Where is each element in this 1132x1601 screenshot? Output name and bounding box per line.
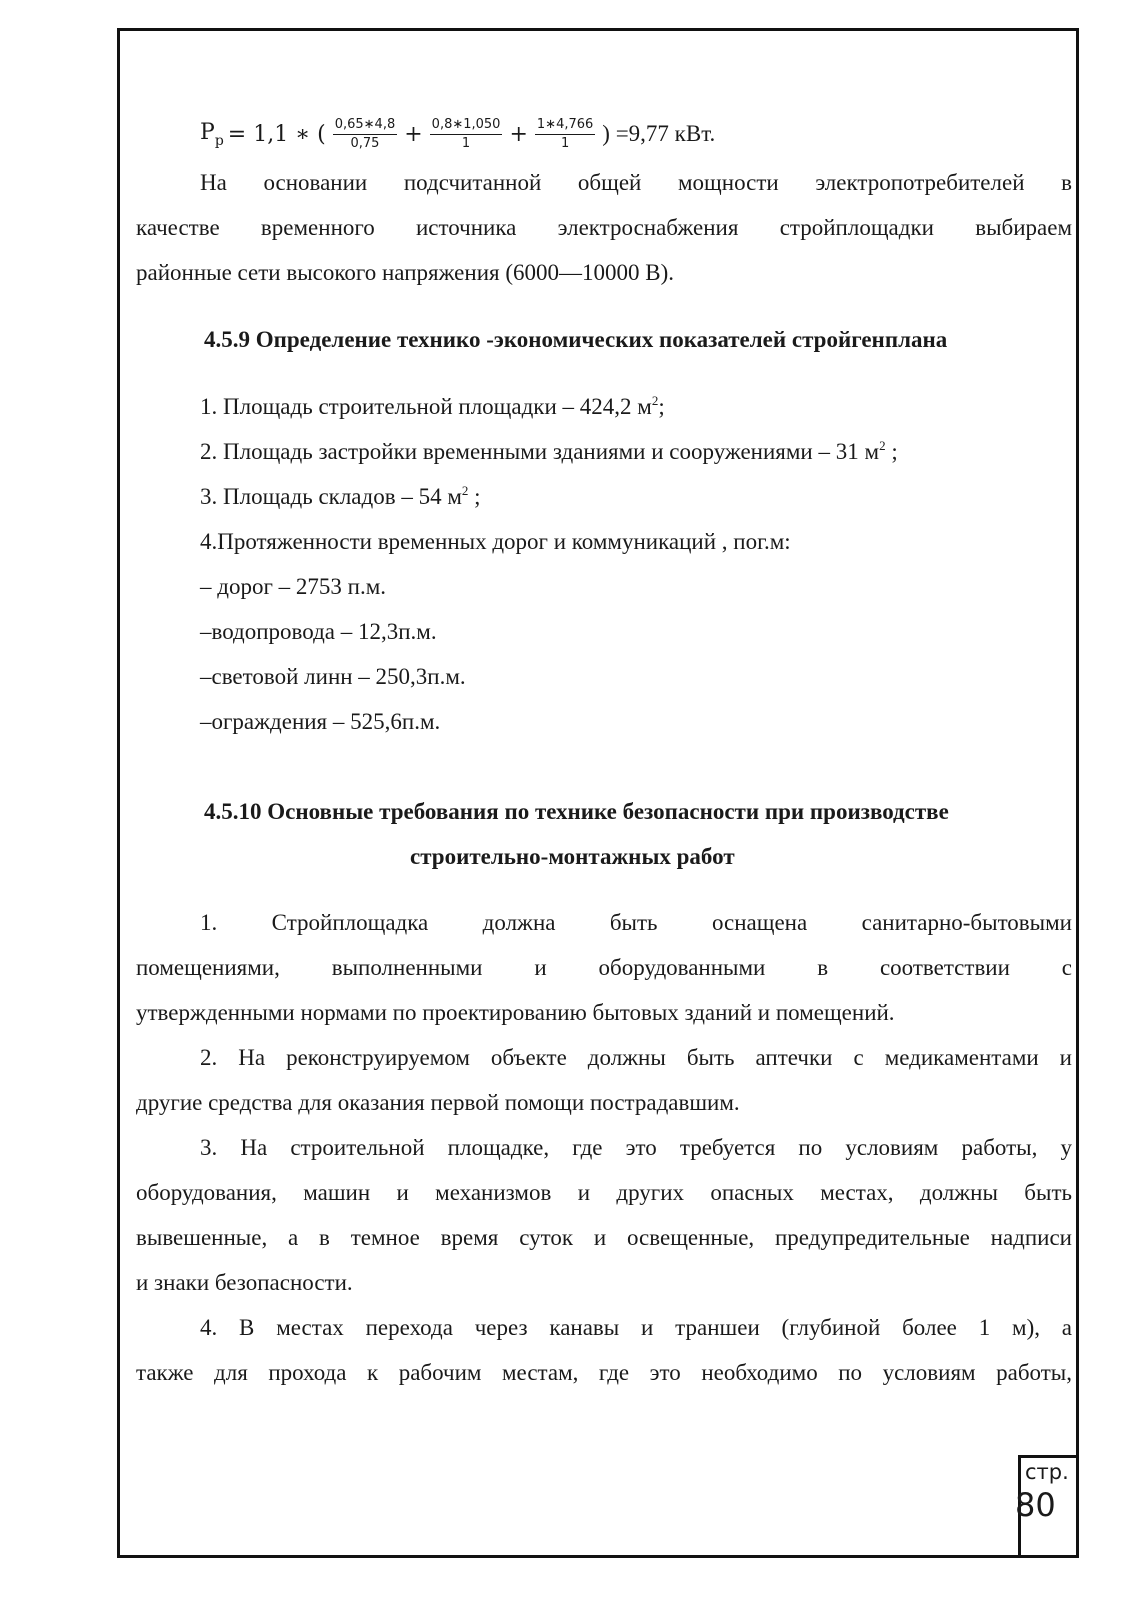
formula-result: ) =9,77 кВт. (602, 121, 716, 146)
list-item: –водопровода – 12,3п.м. (200, 619, 437, 644)
paragraph-line: другие средства для оказания первой помощи пострадавшим. (136, 1090, 740, 1115)
paragraph-line: помещениями, выполненными и оборудованными в соответствии с (136, 955, 1072, 980)
list-item: 3. Площадь складов – 54 $м^2$ ; (200, 483, 481, 509)
page-number-box (1015, 1455, 1078, 1558)
paragraph-line: 3. На строительной площадке, где это требуется по условиям работы, у (200, 1135, 1072, 1160)
list-item: 4.Протяженности временных дорог и коммуникаций , пог.м: (200, 529, 791, 554)
section-heading: 4.5.9 Определение технико -экономических показателей стройгенплана (204, 327, 948, 352)
paragraph-line: районные сети высокого напряжения (6000—10000 В). (136, 260, 674, 285)
formula-eq: = 1,1 ∗ ( (227, 121, 326, 147)
paragraph-line: 2. На реконструируемом объекте должны быть аптечки с медикаментами и (200, 1045, 1072, 1070)
page-number: 80 (1015, 1486, 1056, 1524)
section-heading: 4.5.10 Основные требования по технике безопасности при производстве (204, 799, 949, 824)
fraction-1: $\frac{0,65∗4,8}{0,75}$ (334, 116, 396, 151)
paragraph-line: также для прохода к рабочим местам, где это необходимо по условиям работы, (136, 1360, 1072, 1385)
paragraph-line: оборудования, машин и механизмов и других опасных местах, должны быть (136, 1180, 1072, 1205)
plus-sign: + (509, 121, 528, 147)
power-formula (200, 112, 715, 156)
list-item: 2. Площадь застройки временными зданиями и сооружениями – 31 $м^2$ ; (200, 438, 898, 464)
plus-sign: + (404, 121, 423, 147)
paragraph-line: вывешенные, а в темное время суток и освещенные, предупредительные надписи (136, 1225, 1072, 1250)
list-item: –ограждения – 525,6п.м. (200, 709, 441, 734)
list-item: –световой линн – 250,3п.м. (200, 664, 466, 689)
paragraph-line: 4. В местах перехода через канавы и траншеи (глубиной более 1 м), а (200, 1315, 1072, 1340)
fraction-2: $\frac{0,8∗1,050}{1}$ (431, 116, 501, 151)
page-label: стр. (1025, 1460, 1069, 1484)
paragraph-line: 1. Стройплощадка должна быть оснащена санитарно-бытовыми (200, 910, 1072, 935)
list-item: 1. Площадь строительной площадки – 424,2 $м^2$; (200, 393, 665, 419)
section-heading: строительно-монтажных работ (410, 844, 735, 869)
list-item: – дорог – 2753 п.м. (200, 574, 386, 599)
paragraph-line: утвержденными нормами по проектированию бытовых зданий и помещений. (136, 1000, 895, 1025)
fraction-3: $\frac{1∗4,766}{1}$ (536, 116, 594, 151)
paragraph-line: качестве временного источника электроснабжения стройплощадки выбираем (136, 215, 1072, 240)
formula-lhs: $P_р$ (200, 119, 224, 149)
paragraph-line: На основании подсчитанной общей мощности электропотребителей в (200, 170, 1072, 195)
paragraph-line: и знаки безопасности. (136, 1270, 353, 1295)
